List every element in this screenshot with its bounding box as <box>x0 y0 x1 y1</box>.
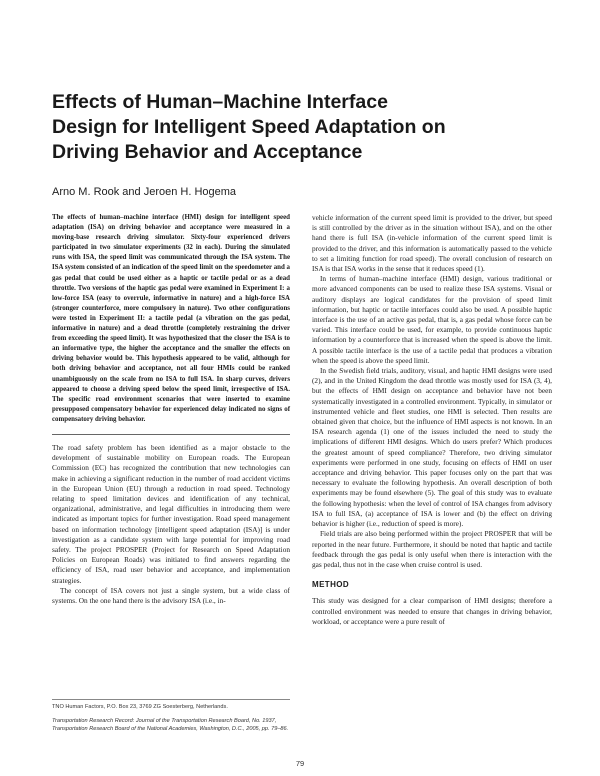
title-line: Effects of Human–Machine Interface <box>52 91 388 113</box>
body-paragraph: Field trials are also being performed within the project PROSPER that will be reported in the near future. Furthermore, it should be noted that haptic and tactile feedback through the gas pedal is only useful when there is interaction with the gas pedal, thus not in the case when cruise control is used. <box>312 529 552 569</box>
body-paragraph: vehicle information of the current speed limit is provided to the driver, but speed is still controlled by the driver as in the situation without ISA), and on the other hand there is full ISA (in-vehicle information of the current speed limit is provided to the driver, and this information is automatically passed to the vehicle to set a limiting function for road speed). The overall conclusion of research on ISA is that ISA works in the sense that it reduces speed (1). <box>312 213 552 274</box>
right-column <box>312 213 552 627</box>
abstract: The effects of human–machine interface (HMI) design for intelligent speed adaptation (ISA) on driving behavior and acceptance were measured in a moving-base research driving simulator. Sixty-four experienced drivers participated in two simulator experiments (32 in each). During the simulated runs with ISA, the speed limit was communicated through the ISA system. The ISA system consisted of an indication of the speed limit on the speedometer and a gas pedal that could be used either as a haptic or tactile pedal or as a dead throttle. Two versions of the haptic gas pedal were examined in Experiment I: a low-force ISA (easy to overrule, informative in nature) and a high-force ISA (stronger counterforce, more compulsory in nature). Two other configurations were tested in Experiment II: a tactile pedal (a vibration on the gas pedal, informative in nature) and a dead throttle (completely restraining the driver from exceeding the speed limit). It was hypothesized that the closer the ISA is to an informative type, the higher the acceptance and the smaller the effects on driving behavior would be. This hypothesis appeared to be valid, although for both driving behavior and acceptance, not all four HMIs could be ranked unambiguously on the scale from no ISA to full ISA. In sharp curves, drivers appeared to choose a driving speed below the speed limit, irrespective of ISA. The specific road environment scenarios that were inserted to examine presupposed compensatory behavior for experienced delay indicated no signs of compensatory driving behavior. <box>52 214 290 423</box>
footnote-citation: Transportation Research Record: Journal of the Transportation Research Board, No. 1937, Transportation Research Board of the National Academies, Washington, D.C., 2005, pp. 79–86. <box>52 717 289 733</box>
title-line: Design for Intelligent Speed Adaptation on <box>52 116 446 138</box>
body-paragraph: The concept of ISA covers not just a single system, but a wide class of systems. On the one hand there is the advisory ISA (i.e., in- <box>52 585 290 606</box>
author-line: Arno M. Rook and Jeroen H. Hogema <box>52 186 237 198</box>
body-paragraph: This study was designed for a clear comparison of HMI designs; therefore a controlled environment was needed to ensure that changes in driving behavior, workload, or acceptance were a pure result of <box>312 596 552 626</box>
section-heading-method: METHOD <box>312 580 350 590</box>
paper-title <box>52 90 572 165</box>
body-paragraph: In the Swedish field trials, auditory, visual, and haptic HMI designs were used (2), and in the United Kingdom the dead throttle was mostly used for ISA (3, 4), but the effects of HMI design on acceptance and behavior have not been systematically investigated in a controlled environment. Typically, in simulator or instrumented vehicle and fleet studies, one HMI is selected. Then results are obtained given that choice, but the influence of HMI aspects is not known. In an ISA research agenda (1) one of the issues included the need to study the implications of different HMI designs. Which do users prefer? Which produces the greatest amount of speed compliance? Therefore, two driving simulator experiments were performed in one study, focusing on effects of HMI on user acceptance and driving behavior. This paper focuses only on the part that was necessary to evaluate the following hypothesis. An overall description of both experiments may be found elsewhere (5). The goal of this study was to evaluate the following hypothesis: when the level of control of ISA changes from advisory ISA to full ISA, (a) acceptance of ISA is lower and (b) the effect on driving behavior is higher (i.e., reduction of speed is more). <box>312 366 552 529</box>
footnote-affiliation: TNO Human Factors, P.O. Box 23, 3769 ZG Soesterberg, Netherlands. <box>52 704 228 710</box>
body-paragraph: The road safety problem has been identified as a major obstacle to the development of sustainable mobility on European roads. The European Commission (EC) has recognized the contribution that new technologies can make in achieving a significant reduction in the number of road accident victims in the European Union (EU) through a reduction in road speed. Technology relating to speed limitation devices and identification of any technical, organizational, administrative, and legal difficulties in introducing them were indicated as important topics for further investigation. Road speed management based on information technology [intelligent speed adaptation (ISA)] is under investigation as a candidate system with large potential for improving road safety. The project PROSPER (Project for Research on Speed Adaptation Policies on European Roads) was initiated to find answers regarding the efficiency of ISA, road user behavior and acceptance, and implementation strategies. <box>52 442 290 585</box>
abstract-divider <box>52 434 290 435</box>
page-number: 79 <box>295 759 305 768</box>
footnotes <box>52 703 290 734</box>
body-paragraph: In terms of human–machine interface (HMI) design, various traditional or more advanced components can be used to realize these ISA systems. Visual or auditory displays are logical candidates for the provision of speed limit information, but haptic or tactile interfaces could also be used. A possible haptic interface is the use of an active gas pedal, that is, a gas pedal whose force can be varied. This interface could be used, for example, to provide continuous haptic information by a counterforce that is increased when the speed is above the limit. A possible tactile interface is the use of a tactile pedal that produces a vibration when the speed is above the speed limit. <box>312 274 552 365</box>
title-line: Driving Behavior and Acceptance <box>52 141 363 163</box>
footnote-divider <box>52 699 290 700</box>
left-column <box>52 213 290 606</box>
